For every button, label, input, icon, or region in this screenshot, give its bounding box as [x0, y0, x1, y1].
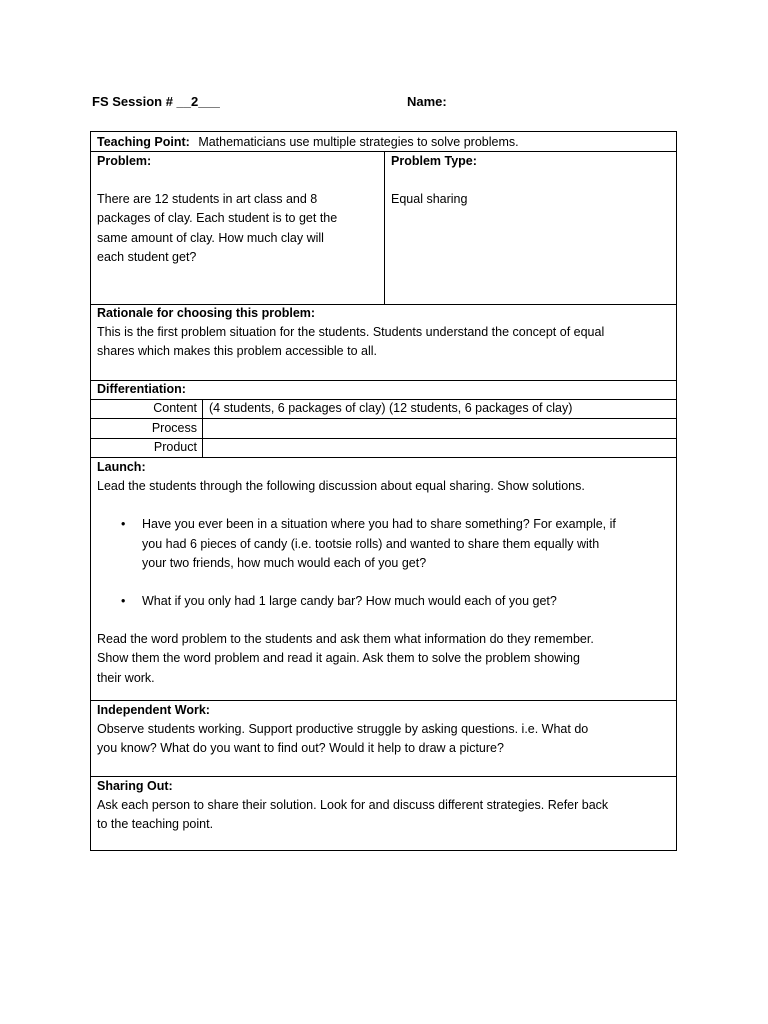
- sharing-out-line: to the teaching point.: [97, 817, 214, 832]
- teaching-point-label: Teaching Point:: [97, 135, 190, 149]
- independent-work-line: you know? What do you want to find out? Would it help to draw a picture?: [97, 741, 504, 756]
- teaching-point-row: [97, 133, 672, 152]
- session-number-label: FS Session # __2___: [92, 94, 220, 109]
- column-divider: [202, 399, 203, 458]
- launch-closing-line: Show them the word problem and read it again. Ask them to solve the problem showing: [97, 651, 580, 666]
- problem-type-text: Equal sharing: [391, 192, 468, 207]
- list-item-line: Have you ever been in a situation where you had to share something? For example, if: [142, 517, 616, 532]
- launch-cell: [97, 458, 675, 688]
- rationale-cell: [97, 304, 672, 362]
- differentiation-product-label: Product: [153, 440, 197, 454]
- problem-line: each student get?: [97, 249, 197, 264]
- problem-type-cell: [391, 152, 671, 209]
- problem-line: packages of clay. Each student is to get the: [97, 211, 338, 226]
- rationale-label: Rationale for choosing this problem:: [97, 306, 316, 320]
- list-item-line: What if you only had 1 large candy bar? How much would each of you get?: [142, 594, 557, 609]
- launch-closing-line: Read the word problem to the students and ask them what information do they remember.: [97, 632, 594, 647]
- problem-cell: [97, 152, 382, 267]
- launch-bullet-list: [97, 515, 675, 611]
- launch-closing-line: their work.: [97, 670, 155, 685]
- differentiation-label: Differentiation:: [97, 382, 186, 396]
- rationale-line: This is the first problem situation for the students. Students understand the concept of equal: [97, 325, 605, 340]
- rationale-line: shares which makes this problem accessible to all.: [97, 344, 377, 359]
- differentiation-content-value: (4 students, 6 packages of clay) (12 students, 6 packages of clay): [209, 401, 573, 415]
- column-divider: [384, 151, 385, 304]
- sharing-out-label: Sharing Out:: [97, 779, 173, 793]
- independent-work-line: Observe students working. Support productive struggle by asking questions. i.e. What do: [97, 722, 589, 737]
- problem-line: same amount of clay. How much clay will: [97, 230, 324, 245]
- independent-work-label: Independent Work:: [97, 703, 210, 717]
- problem-label: Problem:: [97, 154, 152, 168]
- list-item: [97, 592, 675, 611]
- problem-type-label: Problem Type:: [391, 154, 477, 168]
- sharing-out-line: Ask each person to share their solution. Look for and discuss different strategies. Refer back: [97, 798, 609, 813]
- list-item-line: your two friends, how much would each of you get?: [142, 555, 427, 570]
- lesson-plan-table: [90, 131, 677, 851]
- independent-work-cell: [97, 701, 675, 759]
- sharing-out-cell: [97, 777, 675, 835]
- launch-intro: Lead the students through the following discussion about equal sharing. Show solutions.: [97, 479, 585, 494]
- list-item-line: you had 6 pieces of candy (i.e. tootsie rolls) and wanted to share them equally with: [142, 536, 600, 551]
- name-label: Name:: [407, 94, 447, 109]
- problem-line: There are 12 students in art class and 8: [97, 192, 318, 207]
- list-item: [97, 515, 675, 573]
- teaching-point-text: Mathematicians use multiple strategies to solve problems.: [198, 135, 519, 149]
- launch-label: Launch:: [97, 460, 146, 474]
- bullet-icon: •: [121, 594, 126, 609]
- bullet-icon: •: [121, 517, 126, 532]
- differentiation-label-cell: [97, 380, 672, 399]
- differentiation-process-label: Process: [151, 421, 197, 435]
- differentiation-content-label: Content: [153, 401, 197, 415]
